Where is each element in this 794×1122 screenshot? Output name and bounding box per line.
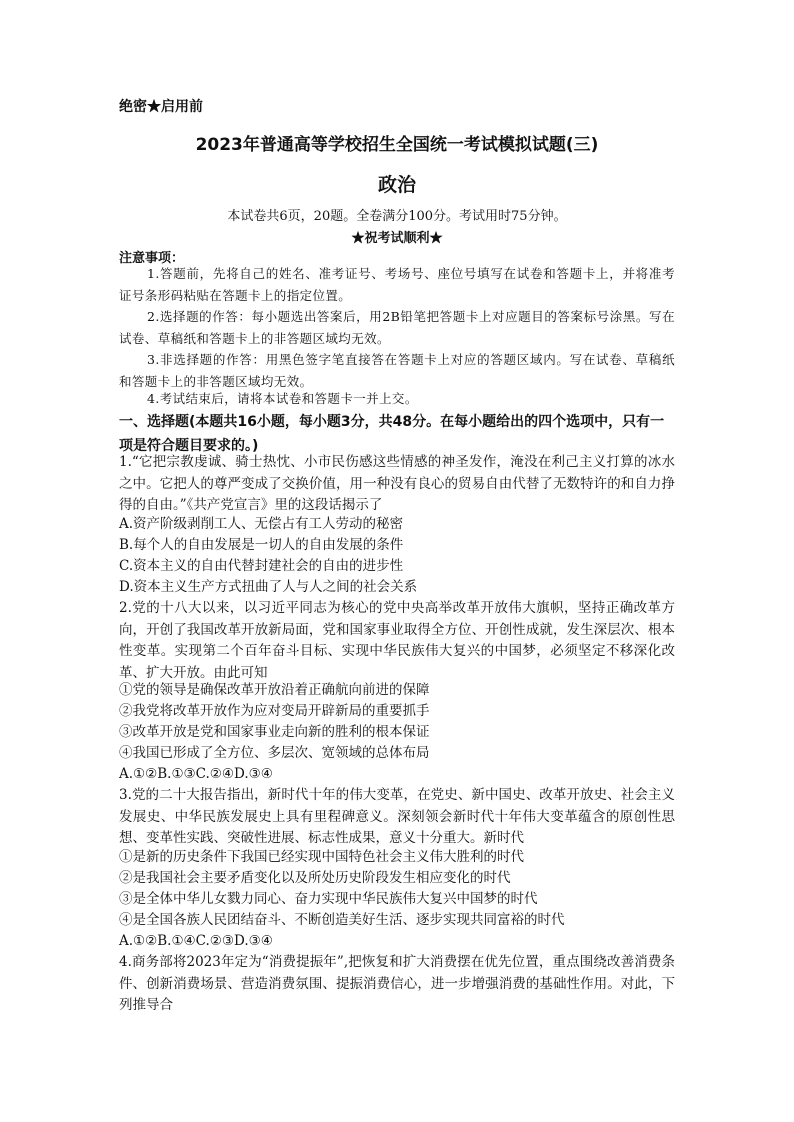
question-2-statement-2: ②我党将改革开放作为应对变局开辟新局的重要抓手 [119,703,430,719]
exam-title: 2023年普通高等学校招生全国统一考试模拟试题(三) [195,135,599,155]
question-2-choices: A.①②B.①③C.②④D.③④ [119,766,273,782]
question-1-option-d: D.资本主义生产方式扭曲了人与人之间的社会关系 [119,579,418,595]
question-3-statement-1: ①是新的历史条件下我国已经实现中国特色社会主义伟大胜利的时代 [119,849,524,865]
question-3-statement-3: ③是全体中华儿女戮力同心、奋力实现中华民族伟大复兴中国梦的时代 [119,891,538,907]
question-1-option-a: A.资产阶级剥削工人、无偿占有工人劳动的秘密 [119,516,404,532]
question-1-option-c: C.资本主义的自由代替封建社会的自由的进步性 [119,558,404,574]
question-2-stem: 2.党的十八大以来，以习近平同志为核心的党中央高举改革开放伟大旗帜，坚持正确改革方向，开创了我国改革开放新局面，党和国家事业取得全方位、开创性成就，发生深层次、根本性变革。实现第二个百年奋斗目标、实现中华民族伟大复兴的中国梦，必须坚定不移深化改革、扩大开放。由此可知 [119,600,675,681]
notes-heading: 注意事项： [119,251,185,266]
confidential-label: 绝密★启用前 [119,99,203,115]
paper-info: 本试卷共6页，20题。全卷满分100分。考试用时75分钟。 [227,209,567,224]
note-item: 2.选择题的作答：每小题选出答案后，用2B铅笔把答题卡上对应题目的答案标号涂黑。写在试卷、草稿纸和答题卡上的非答题区域均无效。 [119,309,675,346]
question-1-stem: 1.“它把宗教虔诚、骑士热忱、小市民伤感这些情感的神圣发作，淹没在利己主义打算的冰水之中。它把人的尊严变成了交换价值，用一种没有良心的贸易自由代替了无数特许的和自力挣得的自由。”《共产党宣言》里的这段话揭示了 [119,454,675,514]
question-2-statement-1: ①党的领导是确保改革开放沿着正确航向前进的保障 [119,682,430,698]
question-3-stem: 3.党的二十大报告指出，新时代十年的伟大变革，在党史、新中国史、改革开放史、社会主义发展史、中华民族发展史上具有里程碑意义。深刻领会新时代十年伟大变革蕴含的原创性思想、变革性实践、突破性进展、标志性成果，意义十分重大。新时代 [119,787,675,847]
good-luck-banner: ★祝考试顺利★ [351,231,443,246]
note-item: 4.考试结束后，请将本试卷和答题卡一并上交。 [147,391,418,406]
question-4-stem: 4.商务部将2023年定为“消费提振年”,把恢复和扩大消费摆在优先位置，重点围绕改善消费条件、创新消费场景、营造消费氛围、提振消费信心，进一步增强消费的基础性作用。对此，下列推导合 [119,954,675,1014]
question-2-statement-3: ③改革开放是党和国家事业走向新的胜利的根本保证 [119,724,430,740]
note-item: 1.答题前，先将自己的姓名、准考证号、考场号、座位号填写在试卷和答题卡上，并将准考证号条形码粘贴在答题卡上的指定位置。 [119,266,675,303]
question-1-option-b: B.每个人的自由发展是一切人的自由发展的条件 [119,537,404,553]
subject-title: 政治 [377,174,416,196]
question-2-statement-4: ④我国已形成了全方位、多层次、宽领域的总体布局 [119,745,430,761]
note-item: 3.非选择题的作答：用黑色签字笔直接答在答题卡上对应的答题区域内。写在试卷、草稿纸和答题卡上的非答题区域均无效。 [119,352,675,389]
section-heading: 一、选择题(本题共16小题，每小题3分，共48分。在每小题给出的四个选项中，只有一项是符合题目要求的。) [119,414,665,454]
question-3-statement-2: ②是我国社会主要矛盾变化以及所处历史阶段发生相应变化的时代 [119,870,511,886]
question-3-statement-4: ④是全国各族人民团结奋斗、不断创造美好生活、逐步实现共同富裕的时代 [119,912,565,928]
question-3-choices: A.①②B.①④C.②③D.③④ [119,933,273,949]
